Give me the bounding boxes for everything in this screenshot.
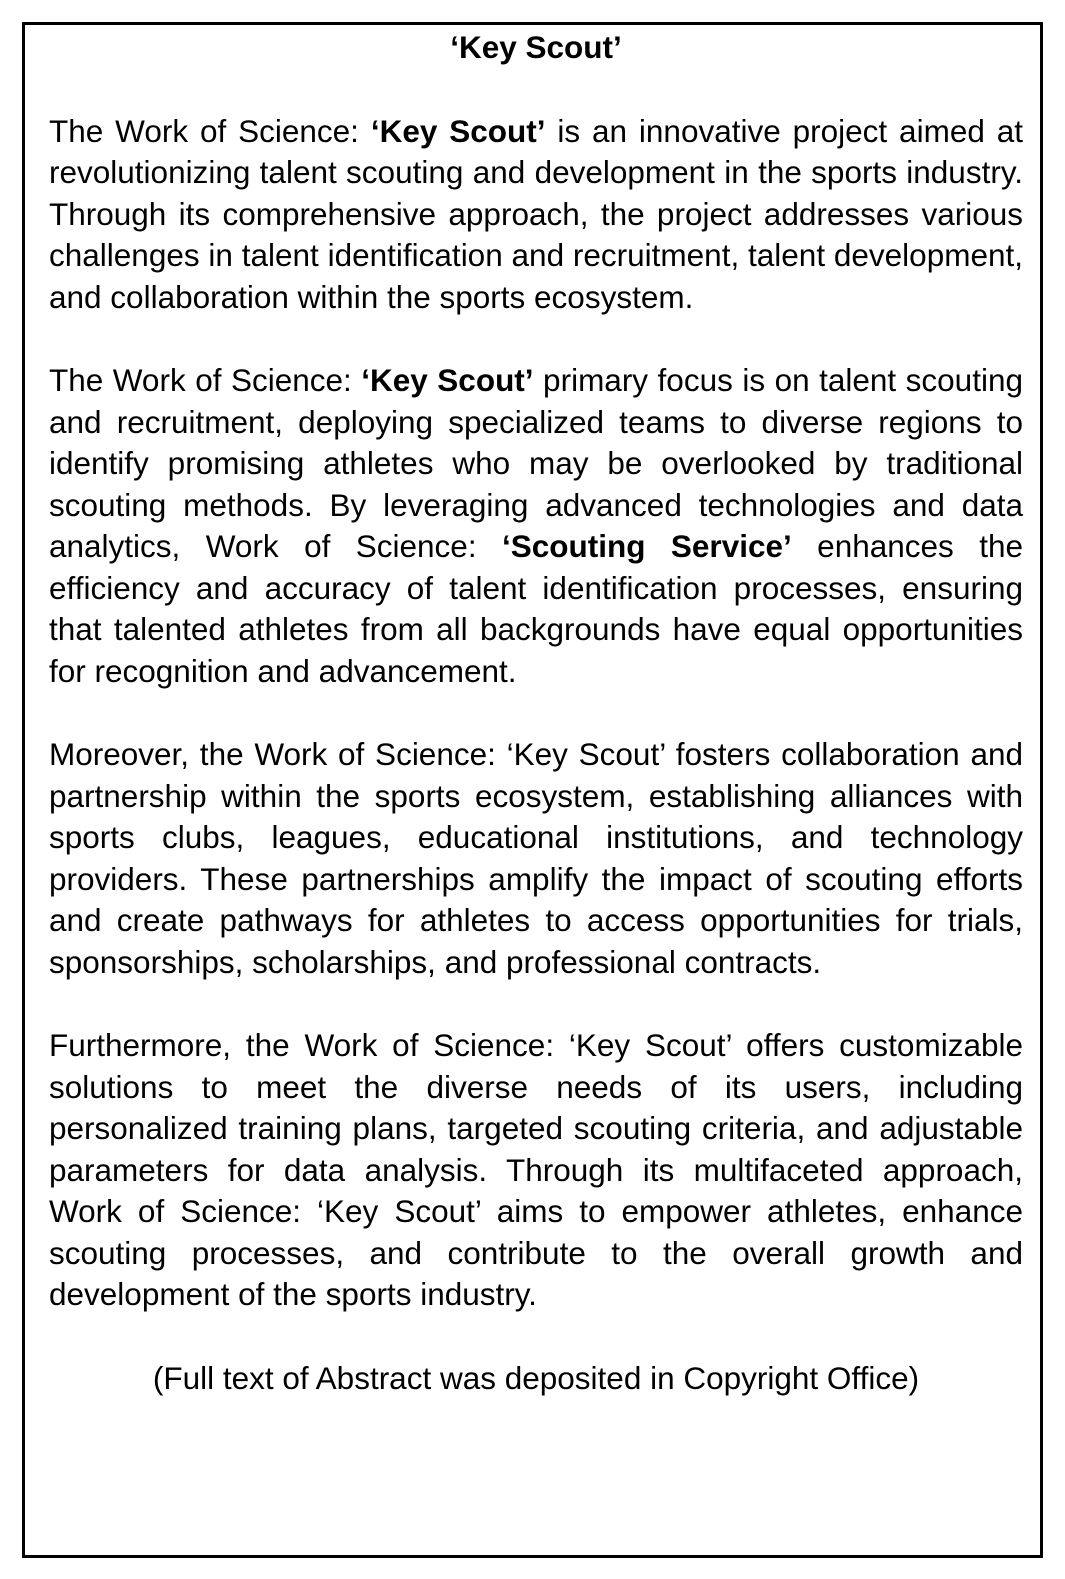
page-title: ‘Key Scout’ <box>450 29 622 65</box>
copyright-deposit-note: (Full text of Abstract was deposited in Copyright Office) <box>152 1359 920 1396</box>
paragraph-4 <box>49 1025 1023 1316</box>
paragraph-3 <box>49 734 1023 983</box>
abstract-border-box <box>22 22 1043 1558</box>
paragraph-2-bold-key-scout: ‘Key Scout’ <box>361 362 534 398</box>
paragraph-1-bold-key-scout: ‘Key Scout’ <box>370 112 546 149</box>
paragraph-2-text-cont: primary focus is on talent scouting and recruitment, deploying specialized teams to diverse regions to identify promising athletes who may be overlooked by traditional scouting methods. By leveraging advanced technologies and data analytics, Work of Science: <box>49 362 1023 564</box>
paragraph-3-text: Moreover, the Work of Science: ‘Key Scout’ fosters collaboration and partnership within the sports ecosystem, establishing alliances with sports clubs, leagues, educational institutions, and technology providers. These partnerships amplify the impact of scouting efforts and create pathways for athletes to access opportunities for trials, sponsorships, scholarships, and professional contracts. <box>49 736 1023 980</box>
paragraph-2-text-end: enhances the efficiency and accuracy of talent identification processes, ensuring that talented athletes from all backgrounds have equal opportunities for recognition and advancement. <box>49 528 1024 689</box>
paragraph-1-text-cont: is an innovative project aimed at revolutionizing talent scouting and development in the sports industry. Through its comprehensive approach, the project addresses various challenges in talent identification and recruitment, talent development, and collaboration within the sports ecosystem. <box>49 112 1024 315</box>
paragraph-2-bold-scouting-service: ‘Scouting Service’ <box>502 528 792 564</box>
paragraph-1 <box>49 111 1023 319</box>
paragraph-1-text: The Work of Science: <box>49 112 371 149</box>
paragraph-2 <box>49 360 1023 692</box>
paragraph-2-text: The Work of Science: <box>49 362 362 398</box>
paragraph-4-text: Furthermore, the Work of Science: ‘Key Scout’ offers customizable solutions to meet the diverse needs of its users, including personalized training plans, targeted scouting criteria, and adjustable parameters for data analysis. Through its multifaceted approach, Work of Science: ‘Key Scout’ aims to empower athletes, enhance scouting processes, and contribute to the overall growth and development of the sports industry. <box>49 1027 1023 1312</box>
